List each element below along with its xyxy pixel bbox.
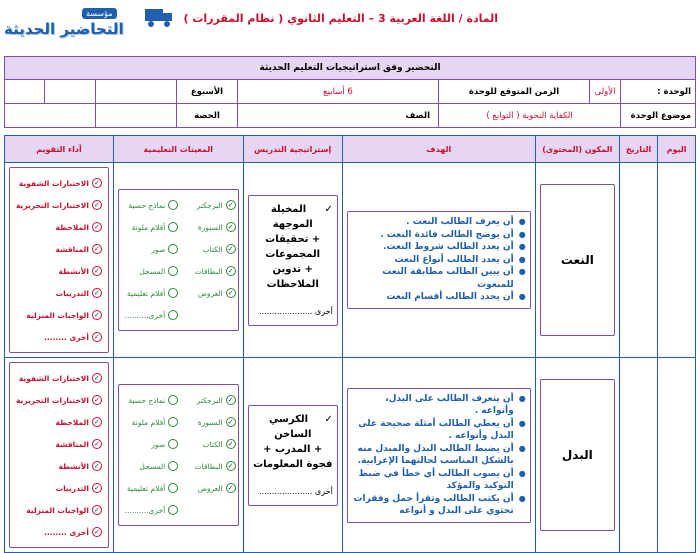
assessment-cell xyxy=(5,163,114,358)
circle-icon xyxy=(168,461,178,471)
circle-icon xyxy=(168,266,178,276)
assessment-item[interactable]: ✓ التدريبات xyxy=(16,282,102,304)
check-circle-icon: ✓ xyxy=(92,439,102,449)
check-circle-icon: ✓ xyxy=(226,244,236,254)
goal-item: ● أن يعرف الطالب النعت . xyxy=(352,216,514,229)
assessment-item[interactable]: ✓ الأنشطة xyxy=(16,455,102,477)
unit-label: الوحدة : xyxy=(621,80,696,104)
period-value xyxy=(96,104,177,128)
resource-item[interactable]: أخرى.......... xyxy=(121,304,178,326)
check-circle-icon: ✓ xyxy=(226,288,236,298)
strategy-line: فجوة المعلومات xyxy=(253,458,333,470)
circle-icon xyxy=(168,222,178,232)
resource-item[interactable]: نماذج حسية xyxy=(121,389,178,411)
check-circle-icon: ✓ xyxy=(226,395,236,405)
strategy-cell xyxy=(243,163,342,358)
resources-cell xyxy=(113,163,243,358)
logo-tag: مؤسسة xyxy=(82,8,117,19)
circle-icon xyxy=(168,244,178,254)
check-circle-icon: ✓ xyxy=(92,373,102,383)
check-circle-icon: ✓ xyxy=(92,417,102,427)
assessment-item[interactable]: ✓ الملاحظة xyxy=(16,411,102,433)
check-circle-icon: ✓ xyxy=(226,461,236,471)
resource-item[interactable]: ✓ البرجكتر xyxy=(178,194,235,216)
col-strategy: إستراتيجية التدريس xyxy=(243,136,342,163)
resource-item[interactable]: المسجل xyxy=(121,455,178,477)
page-title: المادة / اللغة العربية 3 – التعليم الثانوي ( نظام المقررات ) xyxy=(183,12,498,25)
time-label: الزمن المتوقع للوحدة xyxy=(439,80,590,104)
period-label: الحصة xyxy=(177,104,238,128)
strategy-cell xyxy=(243,358,342,553)
goal-item: ● أن يتعرف الطالب على البدل، وأنواعه . xyxy=(352,393,514,418)
lesson-row xyxy=(5,163,696,358)
assessment-item[interactable]: ✓ الاختبارات التحريرية xyxy=(16,389,102,411)
assessment-item[interactable]: ✓ الملاحظة xyxy=(16,216,102,238)
check-circle-icon: ✓ xyxy=(92,505,102,515)
strategy-other: أخرى ..................... xyxy=(259,486,333,496)
circle-icon xyxy=(168,483,178,493)
assessment-item[interactable]: ✓ الاختبارات الشفوية xyxy=(16,367,102,389)
resource-item[interactable]: صور xyxy=(121,433,178,455)
circle-icon xyxy=(168,288,178,298)
col-component: المكون (المحتوى) xyxy=(535,136,619,163)
logo xyxy=(4,4,176,48)
assessment-item[interactable]: ✓ الواجبات المنزلية xyxy=(16,499,102,521)
resource-item[interactable]: صور xyxy=(121,238,178,260)
resources-cell xyxy=(113,358,243,553)
strategy-box xyxy=(248,405,338,506)
assessment-item[interactable]: ✓ الاختبارات التحريرية xyxy=(16,194,102,216)
check-circle-icon: ✓ xyxy=(92,178,102,188)
resource-item[interactable]: ✓ البطاقات xyxy=(178,260,235,282)
lesson-table xyxy=(4,135,696,553)
goal-item: ● أن يعدد الطالب أنواع النعت xyxy=(352,254,514,267)
resource-item[interactable]: أقلام ملونة xyxy=(121,411,178,433)
assessment-cell xyxy=(5,358,114,553)
check-circle-icon: ✓ xyxy=(92,266,102,276)
circle-icon xyxy=(168,310,178,320)
strategy-line: + تدوين الملاحظات xyxy=(266,263,319,290)
lesson-row xyxy=(5,358,696,553)
day-cell xyxy=(658,163,696,358)
check-circle-icon: ✓ xyxy=(92,310,102,320)
check-circle-icon: ✓ xyxy=(226,417,236,427)
component-name: النعت xyxy=(540,184,615,336)
class-label: الصف xyxy=(238,104,439,128)
resource-item[interactable]: أفلام تعليمية xyxy=(121,282,178,304)
circle-icon xyxy=(168,505,178,515)
unit-value: الأولى xyxy=(590,80,621,104)
check-circle-icon: ✓ xyxy=(226,200,236,210)
strategy-other: أخرى ..................... xyxy=(259,306,333,316)
col-resources: المعينات التعليمية xyxy=(113,136,243,163)
goal-item: ● أن يحدد الطالب أقسام النعت xyxy=(352,291,514,304)
check-circle-icon: ✓ xyxy=(92,527,102,537)
strategy-line: + المدرب + xyxy=(263,443,323,455)
logo-brand: التحاضير الحديثة xyxy=(4,20,124,38)
week-value xyxy=(96,80,177,104)
check-circle-icon: ✓ xyxy=(92,244,102,254)
topic-label: موضوع الوحدة xyxy=(621,104,696,128)
check-circle-icon: ✓ xyxy=(92,332,102,342)
goal-item: ● أن يعدد الطالب شروط النعت. xyxy=(352,241,514,254)
component-cell xyxy=(535,163,619,358)
resource-item[interactable]: ✓ الكتاب xyxy=(178,238,235,260)
assessment-item[interactable]: ✓ المناقشة xyxy=(16,433,102,455)
truck-icon xyxy=(144,6,174,28)
week-label: الأسبوع xyxy=(177,80,238,104)
time-value: 6 أسابيع xyxy=(238,80,439,104)
assessment-item[interactable]: ✓ الواجبات المنزلية xyxy=(16,304,102,326)
check-circle-icon: ✓ xyxy=(92,222,102,232)
day-cell xyxy=(658,358,696,553)
col-day: اليوم xyxy=(658,136,696,163)
goal-item: ● أن يضبط الطالب البدل والمبدل منه بالشكل المناسب لحالتهما الإعرابية. xyxy=(352,443,514,468)
check-circle-icon: ✓ xyxy=(226,483,236,493)
resources-box xyxy=(118,384,239,526)
circle-icon xyxy=(168,439,178,449)
assessment-item[interactable]: ✓ أخرى ........ xyxy=(16,521,102,543)
resource-item[interactable]: ✓ العروض xyxy=(178,477,235,499)
circle-icon xyxy=(168,417,178,427)
resource-item[interactable]: ✓ السبورة xyxy=(178,216,235,238)
check-circle-icon: ✓ xyxy=(92,461,102,471)
goal-item: ● أن يصوب الطالب أي خطأ في ضبط التوكيد والمؤكد xyxy=(352,468,514,493)
col-goal: الهدف xyxy=(342,136,535,163)
strategy-line: الكرسي الساخن xyxy=(268,413,312,440)
info-blank-2 xyxy=(5,104,96,128)
resource-item[interactable]: ✓ السبورة xyxy=(178,411,235,433)
strategy-line: المخيلة الموجهة xyxy=(270,203,313,230)
goal-item: ● أن يعطي الطالب أمثلة صحيحة على البدل وأنواعه . xyxy=(352,418,514,443)
goal-list xyxy=(348,212,530,308)
goal-cell xyxy=(342,163,535,358)
check-circle-icon: ✓ xyxy=(226,222,236,232)
goal-item: ● أن يوضح الطالب فائدة النعت . xyxy=(352,229,514,242)
component-cell xyxy=(535,358,619,553)
resources-box xyxy=(118,189,239,331)
assessment-box xyxy=(9,362,109,548)
assessment-item[interactable]: ✓ أخرى ........ xyxy=(16,326,102,348)
strategy-line: + تحقيقات المجموعات xyxy=(265,233,321,260)
assessment-item[interactable]: ✓ المناقشة xyxy=(16,238,102,260)
info-table xyxy=(4,56,696,128)
check-circle-icon: ✓ xyxy=(92,288,102,298)
circle-icon xyxy=(168,200,178,210)
check-circle-icon: ✓ xyxy=(226,439,236,449)
resource-item[interactable]: أخرى.......... xyxy=(121,499,178,521)
info-blank xyxy=(5,80,45,104)
resource-item[interactable]: ✓ البرجكتر xyxy=(178,389,235,411)
assessment-box xyxy=(9,167,109,353)
date-cell xyxy=(619,163,657,358)
assessment-item[interactable]: ✓ الاختبارات الشفوية xyxy=(16,172,102,194)
check-circle-icon: ✓ xyxy=(226,266,236,276)
resource-item[interactable]: ✓ الكتاب xyxy=(178,433,235,455)
topic-value: الكفاية النحوية ( التوابع ) xyxy=(439,104,621,128)
resource-item[interactable]: ✓ العروض xyxy=(178,282,235,304)
goal-cell xyxy=(342,358,535,553)
goal-item: ● أن يكتب الطالب وتقرأ جمل وفقرات تحتوي على البدل و أنواعه xyxy=(352,493,514,518)
date-cell xyxy=(619,358,657,553)
check-circle-icon: ✓ xyxy=(92,395,102,405)
circle-icon xyxy=(168,395,178,405)
check-circle-icon: ✓ xyxy=(92,200,102,210)
goal-list xyxy=(348,389,530,522)
component-name: البدل xyxy=(540,379,615,531)
resource-item[interactable]: أقلام ملونة xyxy=(121,216,178,238)
check-icon: ✓ xyxy=(324,203,333,215)
check-circle-icon: ✓ xyxy=(92,483,102,493)
resource-item[interactable]: ✓ البطاقات xyxy=(178,455,235,477)
week-extra xyxy=(45,80,96,104)
assessment-item[interactable]: ✓ الأنشطة xyxy=(16,260,102,282)
resource-item[interactable]: نماذج حسية xyxy=(121,194,178,216)
resource-item[interactable]: المسجل xyxy=(121,260,178,282)
check-icon: ✓ xyxy=(324,413,333,425)
col-date: التاريخ xyxy=(619,136,657,163)
info-banner: التحضير وفق استراتيجيات التعليم الحديثة xyxy=(5,57,696,80)
assessment-item[interactable]: ✓ التدريبات xyxy=(16,477,102,499)
resource-item[interactable]: أفلام تعليمية xyxy=(121,477,178,499)
strategy-box xyxy=(248,195,338,326)
goal-item: ● أن يبين الطالب مطابقة النعت للمنعوت xyxy=(352,266,514,291)
col-assessment: أداء التقويم xyxy=(5,136,114,163)
